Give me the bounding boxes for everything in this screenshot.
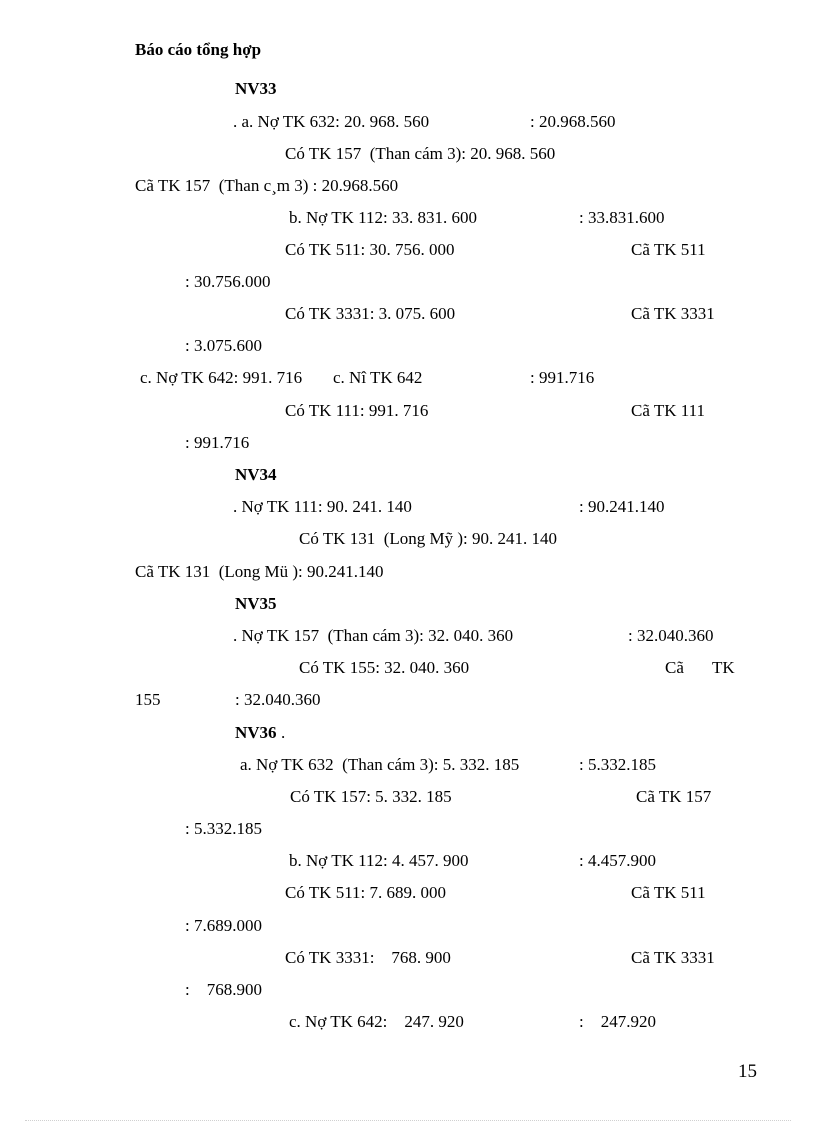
entry-amount: : 991.716 [185,433,250,452]
entry-amount: : 7.689.000 [185,916,262,935]
entry-amount: : 20.968.560 [530,112,616,131]
entry-amount: : 90.241.140 [579,497,665,516]
entry-line: Có TK 3331: 768. 900 [285,948,451,967]
entry-line: Cã TK 3331 [631,304,715,323]
entry-line: c. Nî TK 642 [333,368,423,387]
entry-line: . a. Nợ TK 632: 20. 968. 560 [233,112,430,131]
entry-line: b. Nợ TK 112: 33. 831. 600 [289,208,477,227]
entry-line: b. Nợ TK 112: 4. 457. 900 [289,851,469,870]
entry-amount: : 247.920 [579,1012,656,1031]
entry-line: Có TK 157: 5. 332. 185 [290,787,452,806]
entry-line: Có TK 511: 7. 689. 000 [285,883,447,902]
entry-amount: : 3.075.600 [185,336,262,355]
section-nv35: NV35 [235,594,277,613]
entry-line: Có TK 3331: 3. 075. 600 [285,304,456,323]
entry-amount: : 991.716 [530,368,595,387]
entry-amount: : 30.756.000 [185,272,271,291]
entry-line: Cã TK 511 [631,240,706,259]
page-heading: Báo cáo tổng hợp [135,40,262,59]
entry-amount: : 32.040.360 [628,626,714,645]
entry-line: 155 [135,690,161,709]
entry-line: . Nợ TK 157 (Than cám 3): 32. 040. 360 [233,626,514,645]
entry-line: . Nợ TK 111: 90. 241. 140 [233,497,412,516]
entry-line: Có TK 131 (Long Mỹ ): 90. 241. 140 [299,529,557,548]
entry-line: Cã TK 131 (Long Mü ): 90.241.140 [135,562,384,581]
entry-line: Cã TK 157 (Than c¸m 3) : 20.968.560 [135,176,399,195]
section-nv33: NV33 [235,79,277,98]
entry-amount: : 768.900 [185,980,262,999]
entry-line: Cã TK 511 [631,883,706,902]
entry-amount: : 4.457.900 [579,851,656,870]
entry-line: c. Nợ TK 642: 991. 716 [140,368,303,387]
entry-line: Có TK 157 (Than cám 3): 20. 968. 560 [285,144,556,163]
entry-line: a. Nợ TK 632 (Than cám 3): 5. 332. 185 [240,755,520,774]
section-nv36-period: . [281,723,286,742]
entry-line: Có TK 155: 32. 040. 360 [299,658,470,677]
entry-line: TK [712,658,735,677]
page-number: 15 [738,1061,757,1082]
section-nv34: NV34 [235,465,277,484]
entry-amount: : 33.831.600 [579,208,665,227]
entry-line: Cã TK 111 [631,401,705,420]
section-nv36: NV36 [235,723,277,742]
footer-divider [25,1120,791,1121]
entry-line: Cã TK 157 [636,787,712,806]
entry-line: Có TK 111: 991. 716 [285,401,429,420]
entry-line: Cã [665,658,684,677]
entry-line: Có TK 511: 30. 756. 000 [285,240,455,259]
entry-amount: : 32.040.360 [235,690,321,709]
entry-line: Cã TK 3331 [631,948,715,967]
entry-amount: : 5.332.185 [185,819,262,838]
entry-line: c. Nợ TK 642: 247. 920 [289,1012,464,1031]
entry-amount: : 5.332.185 [579,755,656,774]
